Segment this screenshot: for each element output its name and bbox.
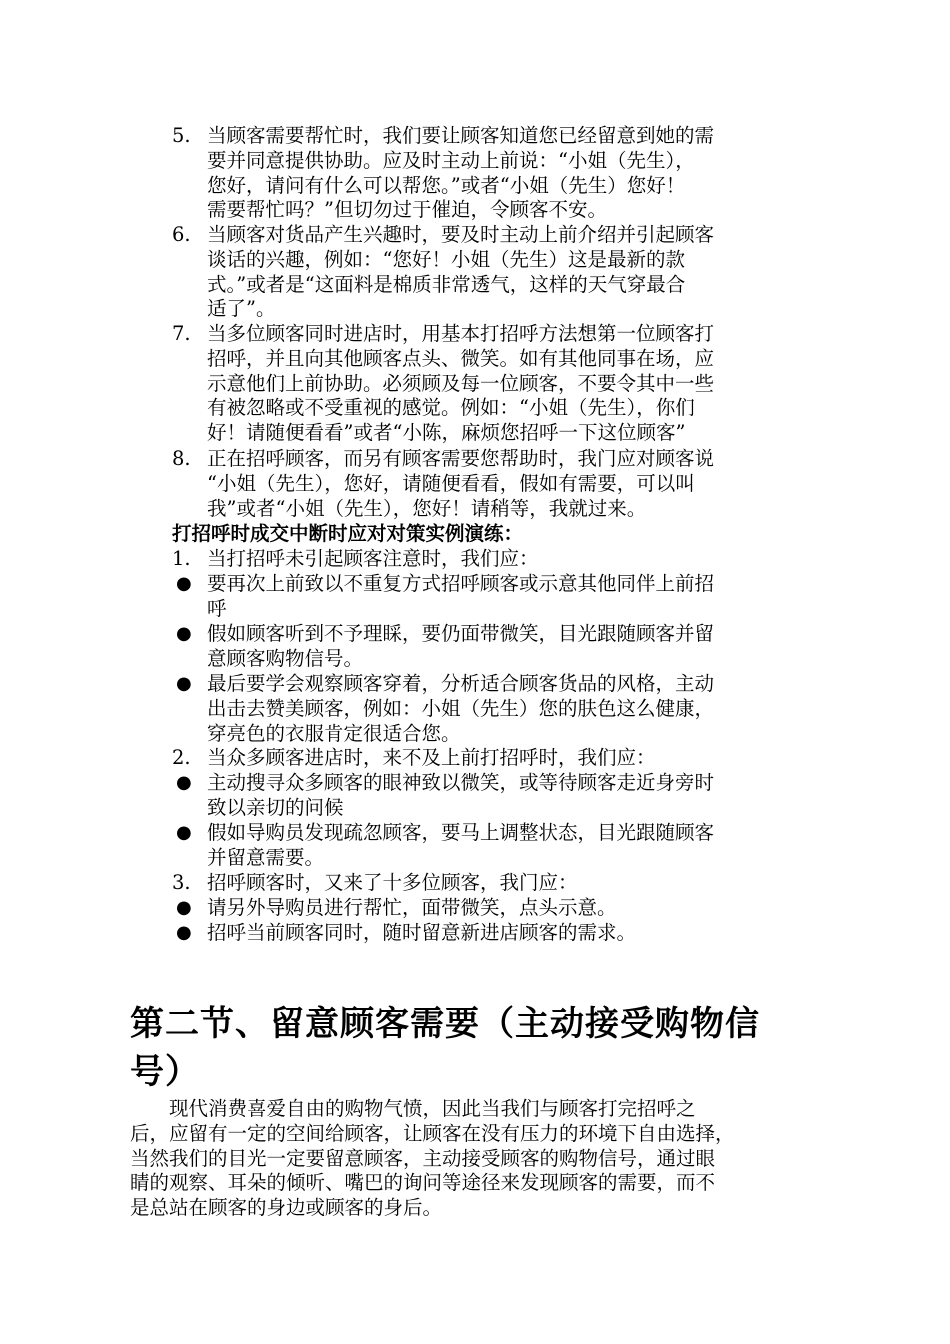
bullet-icon: ● (176, 822, 192, 843)
text-line: 当顾客对货品产生兴趣时，要及时主动上前介绍并引起顾客 (207, 223, 715, 246)
text-line: 当众多顾客进店时，来不及上前打招呼时，我们应： (207, 746, 656, 769)
text-line: 意顾客购物信号。 (207, 646, 364, 670)
list-item-text (207, 223, 812, 322)
text-line: 要并同意提供协助。应及时主动上前说：“小姐（先生）， (207, 148, 695, 172)
text-line: 当然我们的目光一定要留意顾客，主动接受顾客的购物信号，通过眼 (130, 1146, 716, 1170)
body-paragraph (130, 1097, 820, 1221)
text-line: 睛的观察、耳朵的倾听、嘴巴的询问等途径来发现顾客的需要，而不 (130, 1171, 716, 1195)
text-line: 请另外导购员进行帮忙，面带微笑，点头示意。 (207, 896, 617, 919)
list-item-text (207, 124, 812, 223)
text-line: 适了”。 (207, 297, 276, 321)
text-line: 致以亲切的问候 (207, 795, 344, 819)
text-line: 招呼当前顾客同时，随时留意新进店顾客的需求。 (207, 921, 637, 944)
bullet-text (207, 771, 812, 821)
text-line: 有被忽略或不受重视的感觉。例如：“小姐（先生），你们 (207, 396, 695, 420)
text-line: 并留意需要。 (207, 845, 325, 869)
text-line: 假如导购员发现疏忽顾客，要马上调整状态，目光跟随顾客 (207, 821, 715, 844)
list-number: 3. (172, 871, 191, 894)
text-line: 当顾客需要帮忙时，我们要让顾客知道您已经留意到她的需 (207, 124, 715, 147)
text-line: 招呼顾客时，又来了十多位顾客，我门应： (207, 871, 578, 894)
list-number: 2. (172, 746, 191, 769)
case-text (207, 746, 812, 771)
text-line: 后，应留有一定的空间给顾客，让顾客在没有压力的环境下自由选择， (130, 1121, 735, 1145)
text-line: 假如顾客听到不予理睬，要仍面带微笑，目光跟随顾客并留 (207, 622, 715, 645)
list-number: 1. (172, 547, 191, 570)
text-line: 现代消费喜爱自由的购物气愤，因此当我们与顾客打完招呼之 (130, 1097, 696, 1120)
subheading: 打招呼时成交中断时应对对策实例演练： (172, 522, 524, 545)
text-line: 您好，请问有什么可以帮您。”或者“小姐（先生）您好！ (207, 173, 686, 197)
list-item-text (207, 447, 812, 521)
heading-line: 号） (130, 1052, 200, 1092)
text-line: 我”或者“小姐（先生），您好！请稍等，我就过来。 (207, 496, 647, 520)
text-line: 招呼，并且向其他顾客点头、微笑。如有其他同事在场，应 (207, 346, 715, 370)
heading-line: 第二节、留意顾客需要（主动接受购物信 (130, 1004, 760, 1044)
case-text (207, 547, 812, 572)
text-line: 呼 (207, 596, 227, 620)
text-line: 出击去赞美顾客，例如：小姐（先生）您的肤色这么健康， (207, 696, 715, 720)
text-line: 好！请随便看看”或者“小陈，麻烦您招呼一下这位顾客” (207, 421, 686, 445)
bullet-icon: ● (176, 673, 192, 694)
bullet-icon: ● (176, 772, 192, 793)
bullet-text (207, 622, 812, 672)
text-line: “小姐（先生），您好，请随便看看，假如有需要，可以叫 (207, 471, 695, 495)
text-line: 式。”或者是“这面料是棉质非常透气，这样的天气穿最合 (207, 272, 686, 296)
bullet-text (207, 672, 812, 746)
list-number: 8. (172, 447, 191, 470)
text-line: 需要帮忙吗？”但切勿过于催迫，令顾客不安。 (207, 198, 607, 222)
list-item-text (207, 322, 812, 446)
case-text (207, 871, 812, 896)
section-heading (130, 1000, 830, 1096)
text-line: 最后要学会观察顾客穿着，分析适合顾客货品的风格，主动 (207, 672, 715, 695)
text-line: 是总站在顾客的身边或顾客的身后。 (130, 1196, 443, 1220)
bullet-icon: ● (176, 897, 192, 918)
list-number: 6. (172, 223, 191, 246)
list-number: 5. (172, 124, 191, 147)
bullet-icon: ● (176, 623, 192, 644)
bullet-icon: ● (176, 922, 192, 943)
text-line: 主动搜寻众多顾客的眼神致以微笑，或等待顾客走近身旁时 (207, 771, 715, 794)
bullet-text (207, 896, 812, 921)
text-line: 正在招呼顾客，而另有顾客需要您帮助时，我门应对顾客说 (207, 447, 715, 470)
text-line: 穿亮色的衣服肯定很适合您。 (207, 721, 461, 745)
text-line: 示意他们上前协助。必须顾及每一位顾客，不要令其中一些 (207, 371, 715, 395)
text-line: 谈话的兴趣，例如：“您好！小姐（先生）这是最新的款 (207, 247, 685, 271)
list-number: 7. (172, 322, 191, 345)
bullet-text (207, 921, 812, 946)
bullet-icon: ● (176, 573, 192, 594)
bullet-text (207, 572, 812, 622)
bullet-text (207, 821, 812, 871)
text-line: 当打招呼未引起顾客注意时，我们应： (207, 547, 539, 570)
text-line: 要再次上前致以不重复方式招呼顾客或示意其他同伴上前招 (207, 572, 715, 595)
text-line: 当多位顾客同时进店时，用基本打招呼方法想第一位顾客打 (207, 322, 715, 345)
